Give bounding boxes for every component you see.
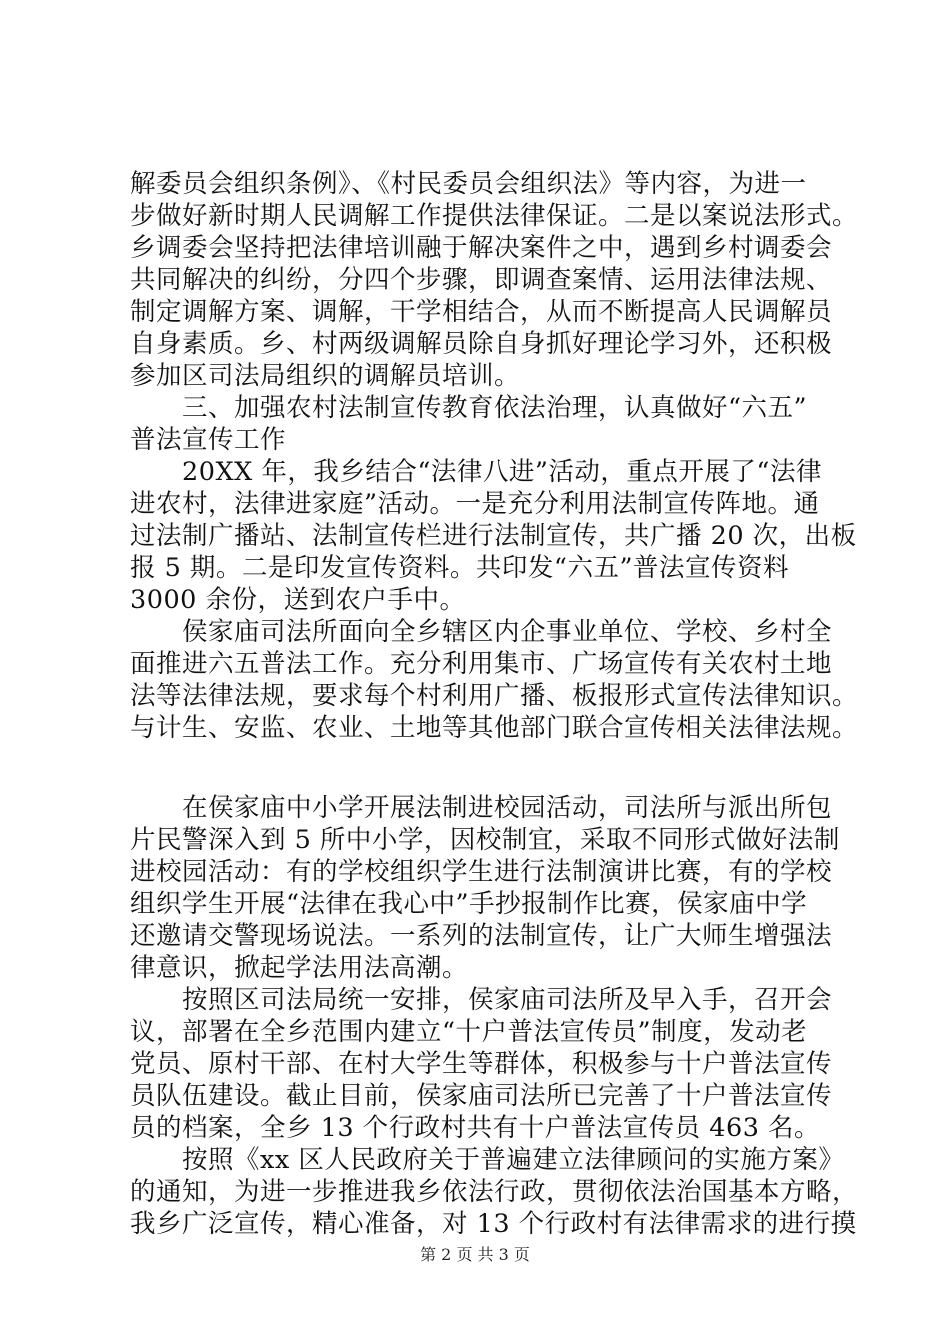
text-line: 3000 余份，送到农户手中。	[130, 585, 466, 615]
text-line: 组织学生开展“法律在我心中”手抄报制作比赛，侯家庙中学	[130, 889, 808, 919]
text-line: 乡调委会坚持把法律培训融于解决案件之中，遇到乡村调委会	[130, 233, 833, 263]
text-line: 制定调解方案、调解，干学相结合，从而不断提高人民调解员	[130, 297, 833, 327]
text-line: 律意识，掀起学法用法高潮。	[130, 953, 469, 983]
text-line: 法等法律法规，要求每个村利用广播、板报形式宣传法律知识。	[130, 681, 859, 711]
text-line: 20XX 年，我乡结合“法律八进”活动，重点开展了“法律	[130, 457, 822, 487]
text-line: 解委员会组织条例》、《村民委员会组织法》等内容，为进一	[130, 169, 807, 199]
text-line: 进校园活动：有的学校组织学生进行法制演讲比赛，有的学校	[130, 857, 833, 887]
text-line: 我乡广泛宣传，精心准备，对 13 个行政村有法律需求的进行摸	[130, 1209, 857, 1239]
text-line: 进农村，法律进家庭”活动。一是充分利用法制宣传阵地。通	[130, 489, 820, 519]
text-block-b	[130, 792, 859, 1240]
page-footer: 第 2 页 共 3 页	[420, 1245, 530, 1264]
text-line: 在侯家庙中小学开展法制进校园活动，司法所与派出所包	[130, 793, 833, 823]
text-line: 参加区司法局组织的调解员培训。	[130, 361, 521, 391]
text-block-a	[130, 168, 859, 744]
text-line: 的通知，为进一步推进我乡依法行政，贯彻依法治国基本方略，	[130, 1177, 859, 1207]
text-line: 员的档案，全乡 13 个行政村共有十户普法宣传员 463 名。	[130, 1113, 821, 1143]
text-line: 过法制广播站、法制宣传栏进行法制宣传，共广播 20 次，出板	[130, 521, 857, 551]
text-line: 议，部署在全乡范围内建立“十户普法宣传员”制度，发动老	[130, 1017, 808, 1047]
text-line: 片民警深入到 5 所中小学，因校制宜，采取不同形式做好法制	[130, 825, 840, 855]
text-line: 与计生、安监、农业、土地等其他部门联合宣传相关法律法规。	[130, 713, 859, 743]
text-line: 按照区司法局统一安排，侯家庙司法所及早入手，召开会	[130, 985, 833, 1015]
text-line: 自身素质。乡、村两级调解员除自身抓好理论学习外，还积极	[130, 329, 833, 359]
paragraph-gap	[130, 744, 850, 792]
text-line: 普法宣传工作	[130, 425, 287, 455]
text-line: 三、加强农村法制宣传教育依法治理，认真做好“六五”	[130, 393, 808, 423]
text-line: 侯家庙司法所面向全乡辖区内企事业单位、学校、乡村全	[130, 617, 833, 647]
text-line: 报 5 期。二是印发宣传资料。共印发“六五”普法宣传资料	[130, 553, 790, 583]
text-line: 面推进六五普法工作。充分利用集市、广场宣传有关农村土地	[130, 649, 833, 679]
text-line: 按照《xx 区人民政府关于普遍建立法律顾问的实施方案》	[130, 1145, 845, 1175]
text-line: 还邀请交警现场说法。一系列的法制宣传，让广大师生增强法	[130, 921, 833, 951]
text-line: 共同解决的纠纷，分四个步骤，即调查案情、运用法律法规、	[130, 265, 833, 295]
text-line: 党员、原村干部、在村大学生等群体，积极参与十户普法宣传	[130, 1049, 833, 1079]
document-body	[130, 168, 859, 1240]
text-line: 步做好新时期人民调解工作提供法律保证。二是以案说法形式。	[130, 201, 859, 231]
text-line: 员队伍建设。截止目前，侯家庙司法所已完善了十户普法宣传	[130, 1081, 833, 1111]
